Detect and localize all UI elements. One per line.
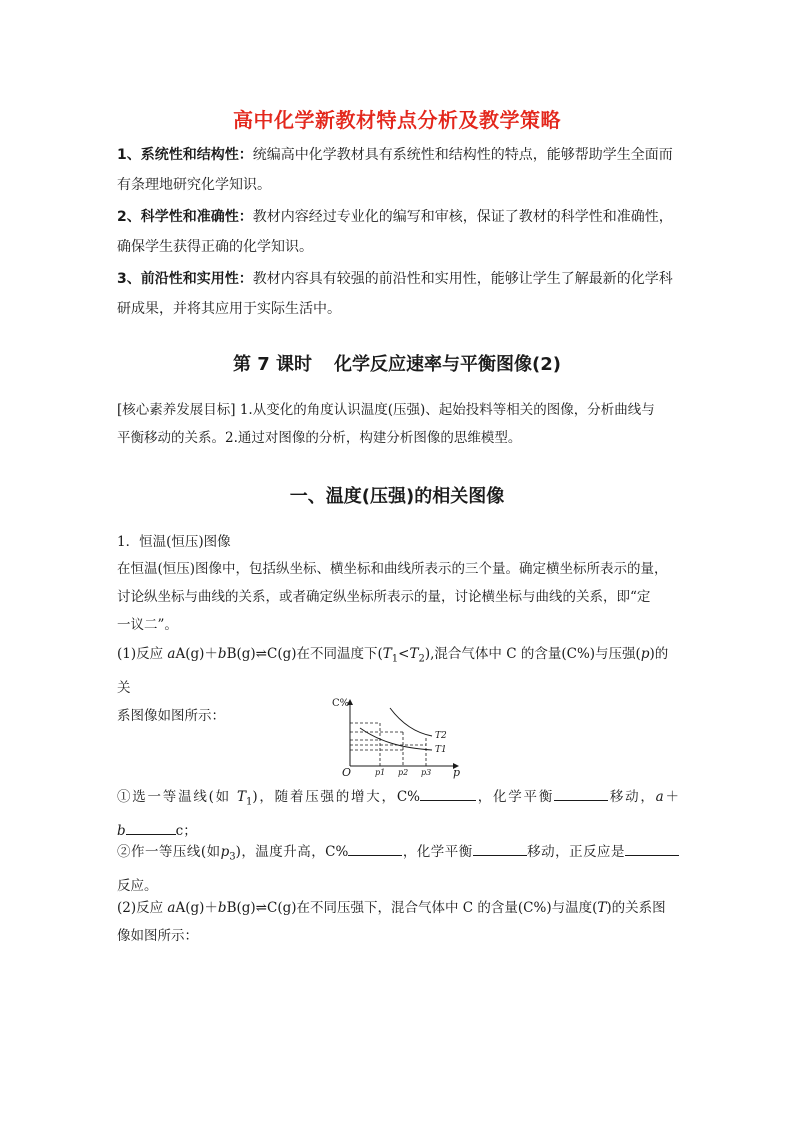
q2-text: 在不同压强下，混合气体中 C 的含量(C%)与温度( — [296, 900, 598, 916]
tick-label-p1: p1 — [375, 768, 386, 777]
intro-line: 在恒温(恒压)图像中，包括纵坐标、横坐标和曲线所表示的三个量。确定横坐标所表示的量， — [117, 561, 668, 577]
lesson-topic: 化学反应速率与平衡图像(2) — [334, 354, 562, 375]
tick-label-p2: p2 — [398, 768, 409, 777]
lesson-title — [0, 350, 794, 376]
answer-blank[interactable] — [348, 839, 402, 856]
q1-text: (1)反应 — [117, 646, 168, 662]
q1a-text: 移动， — [608, 789, 656, 805]
q1b-text: ②作一等压线(如 — [117, 844, 221, 860]
feature-3 — [117, 264, 679, 324]
c-percent-pressure-chart — [326, 690, 476, 782]
series-label-t2: T2 — [435, 731, 447, 741]
question-1b: ②作一等压线(如$p_3$)，温度升高，C% ，化学平衡 移动，正反应是 反应。 — [117, 838, 679, 900]
q1-text: ),混合气体中 C 的含量(C%)与压强( — [424, 646, 641, 662]
q1a-text: ，化学平衡 — [475, 789, 555, 805]
lesson-number: 第 7 课时 — [232, 354, 313, 375]
temp-condition: $T_1<T_2$ — [382, 646, 425, 665]
feature-text-cont: 有条理地研究化学知识。 — [117, 177, 271, 193]
intro-paragraph — [117, 555, 679, 639]
q1a-text: )，随着压强的增大，C% — [252, 789, 420, 805]
feature-lead: 1、系统性和结构性： — [117, 147, 253, 163]
goals-line: 平衡移动的关系。2.通过对图像的分析，构建分析图像的思维模型。 — [117, 430, 522, 446]
curve-t1 — [360, 728, 432, 750]
reaction-equation: aA(g)＋bB(g)⇌C(g) — [167, 900, 297, 916]
feature-text-cont: 确保学生获得正确的化学知识。 — [117, 239, 313, 255]
feature-lead: 2、科学性和准确性： — [117, 209, 253, 225]
origin-label: O — [342, 766, 352, 779]
answer-blank[interactable] — [473, 839, 527, 856]
answer-blank[interactable] — [126, 818, 176, 835]
y-axis-label: C% — [332, 698, 350, 709]
q2-text: (2)反应 — [117, 900, 168, 916]
q1b-text: )，温度升高，C% — [235, 844, 349, 860]
answer-blank[interactable] — [554, 784, 608, 801]
pressure-symbol: p — [640, 646, 650, 662]
answer-blank[interactable] — [420, 784, 476, 801]
feature-text: 教材内容具有较强的前沿性和实用性，能够让学生了解最新的化学科 — [252, 271, 673, 287]
core-goals — [117, 396, 679, 452]
answer-blank[interactable] — [625, 839, 679, 856]
question-1a: ①选一等温线(如 $T_1$)，随着压强的增大，C% ，化学平衡 移动，a＋ b c； — [117, 783, 679, 845]
goals-line: [核心素养发展目标] 1.从变化的角度认识温度(压强)、起始投料等相关的图像，分析曲线与 — [117, 402, 655, 418]
feature-lead: 3、前沿性和实用性： — [117, 271, 253, 287]
q1b-text: 反应。 — [117, 877, 158, 894]
reaction-equation: aA(g)＋bB(g)⇌C(g) — [167, 646, 297, 662]
q1a-text: c； — [175, 822, 197, 839]
q1b-text: ，化学平衡 — [402, 844, 473, 860]
q1-text: 在不同温度下( — [296, 646, 383, 662]
q1-text: 系图像如图所示： — [117, 707, 225, 724]
x-axis-label: p — [453, 766, 461, 779]
q2-text: )的关系图 — [606, 900, 666, 916]
intro-line: 一议二”。 — [117, 617, 178, 633]
q1a-text: ①选一等温线(如 — [117, 789, 237, 805]
q1-text: )的关 — [117, 646, 669, 696]
section-title: 一、温度(压强)的相关图像 — [289, 486, 505, 507]
series-label-t1: T1 — [435, 745, 447, 755]
feature-text: 统编高中化学教材具有系统性和结构性的特点，能够帮助学生全面而 — [252, 147, 673, 163]
feature-text: 教材内容经过专业化的编写和审核，保证了教材的科学性和准确性， — [252, 209, 673, 225]
intro-line: 讨论纵坐标与曲线的关系，或者确定纵坐标所表示的量，讨论横坐标与曲线的关系，即“定 — [117, 589, 651, 605]
subsection-title: 1．恒温(恒压)图像 — [117, 534, 231, 550]
question-2: (2)反应 aA(g)＋bB(g)⇌C(g)在不同压强下，混合气体中 C 的含量(C%)与温度(T)的关系图 像如图所示： — [117, 894, 679, 950]
feature-1 — [117, 140, 679, 200]
feature-2 — [117, 202, 679, 262]
q2-text: 像如图所示： — [117, 928, 198, 944]
q1b-text: 移动，正反应是 — [526, 844, 625, 860]
feature-text-cont: 研成果，并将其应用于实际生活中。 — [117, 301, 341, 317]
tick-label-p3: p3 — [421, 768, 432, 777]
page-title: 高中化学新教材特点分析及教学策略 — [233, 108, 561, 132]
